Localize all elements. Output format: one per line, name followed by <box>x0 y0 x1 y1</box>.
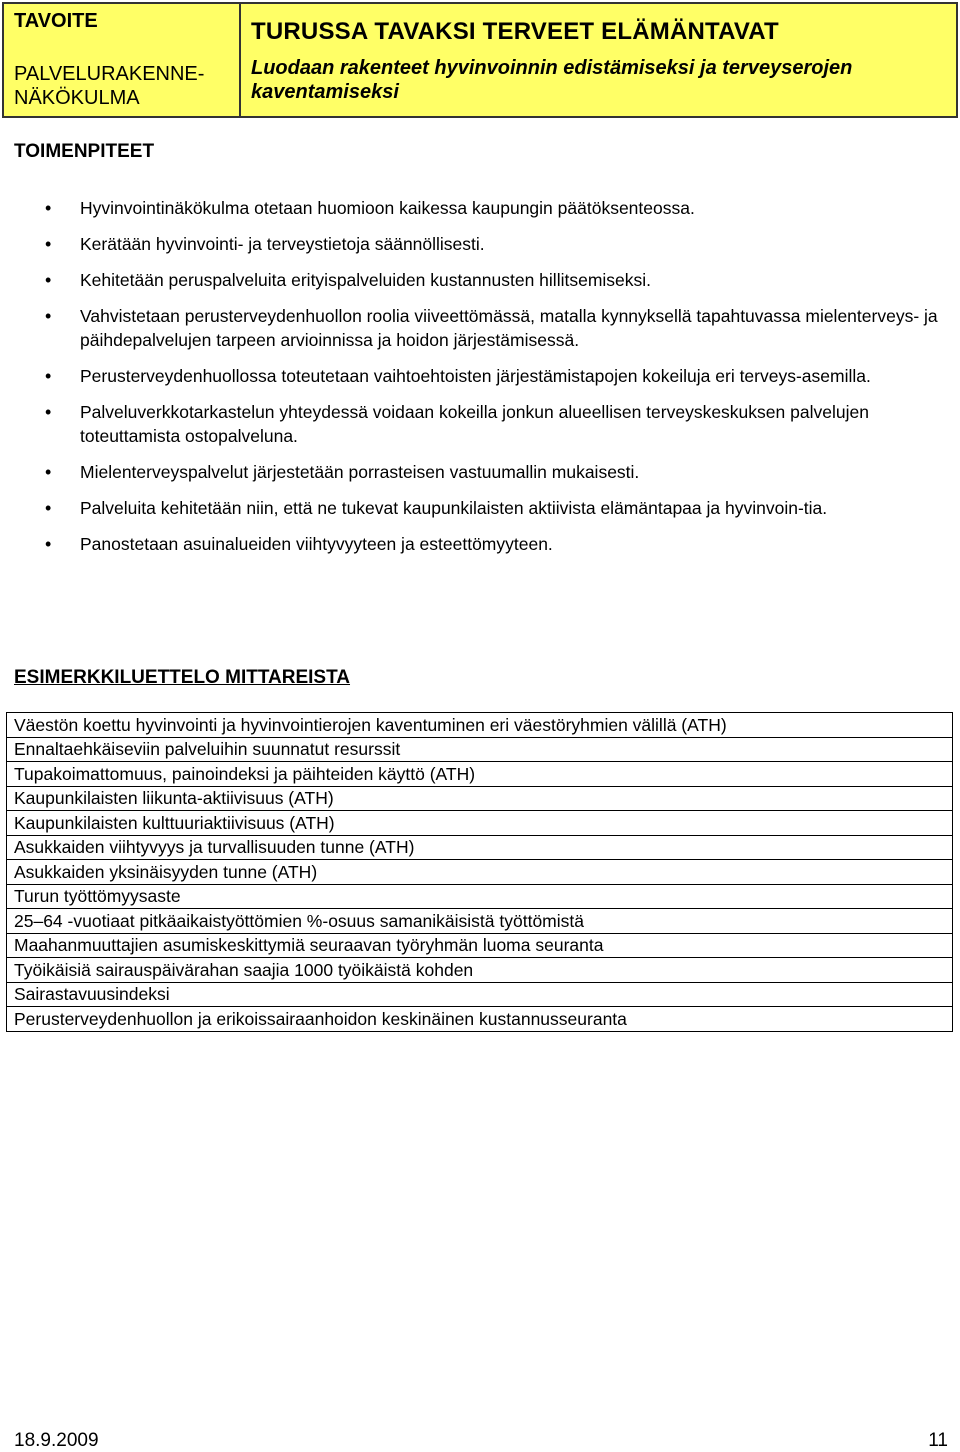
goal-subtitle: Luodaan rakenteet hyvinvoinnin edistämiseksi ja terveyserojen kaventamiseksi <box>251 57 853 103</box>
action-item: • Vahvistetaan perusterveydenhuollon roolia viiveettömässä, matalla kynnyksellä tapahtuvassa mielenterveys- ja päihdepalvelujen tarpeen arvioinnissa ja hoidon järjestämisessä. <box>0 304 940 352</box>
measure-cell: Perusterveydenhuollon ja erikoissairaanhoidon keskinäinen kustannusseuranta <box>7 1007 953 1032</box>
measures-table <box>6 712 953 1032</box>
goal-header <box>2 2 958 118</box>
perspective-label <box>14 62 229 110</box>
measure-cell: Tupakoimattomuus, painoindeksi ja päihteiden käyttö (ATH) <box>7 762 953 787</box>
table-row <box>7 884 953 909</box>
table-row <box>7 958 953 983</box>
perspective-line-1: PALVELURAKENNE- <box>14 63 205 85</box>
action-item: • Mielenterveyspalvelut järjestetään porrasteisen vastuumallin mukaisesti. <box>0 460 940 484</box>
measure-cell: Sairastavuusindeksi <box>7 982 953 1007</box>
footer-date: 18.9.2009 <box>14 1430 99 1451</box>
action-item: • Palveluita kehitetään niin, että ne tukevat kaupunkilaisten aktiivista elämäntapaa ja hyvinvoin-tia. <box>0 496 940 520</box>
action-item: • Palveluverkkotarkastelun yhteydessä voidaan kokeilla jonkun alueellisen terveyskeskuksen palvelujen toteuttamista ostopalveluna. <box>0 400 940 448</box>
action-item: • Perusterveydenhuollossa toteutetaan vaihtoehtoisten järjestämistapojen kokeiluja eri terveys-asemilla. <box>0 364 940 388</box>
table-row <box>7 762 953 787</box>
table-row <box>7 909 953 934</box>
perspective-line-2: NÄKÖKULMA <box>14 87 140 109</box>
measure-cell: Maahanmuuttajien asumiskeskittymiä seuraavan työryhmän luoma seuranta <box>7 933 953 958</box>
measure-cell: Turun työttömyysaste <box>7 884 953 909</box>
action-item: • Kerätään hyvinvointi- ja terveystietoja säännöllisesti. <box>0 232 940 256</box>
measures-title: ESIMERKKILUETTELO MITTAREISTA <box>14 667 351 688</box>
tavoite-label: TAVOITE <box>14 10 98 32</box>
header-right-cell <box>241 4 956 116</box>
table-row <box>7 713 953 738</box>
measure-cell: Työikäisiä sairauspäivärahan saajia 1000 työikäistä kohden <box>7 958 953 983</box>
measure-cell: Kaupunkilaisten liikunta-aktiivisuus (ATH) <box>7 786 953 811</box>
table-row <box>7 982 953 1007</box>
action-item: • Panostetaan asuinalueiden viihtyvyyteen ja esteettömyyteen. <box>0 532 940 556</box>
measure-cell: Kaupunkilaisten kulttuuriaktiivisuus (ATH) <box>7 811 953 836</box>
measure-cell: Asukkaiden yksinäisyyden tunne (ATH) <box>7 860 953 885</box>
table-row <box>7 1007 953 1032</box>
measure-cell: 25–64 -vuotiaat pitkäaikaistyöttömien %-osuus samanikäisistä työttömistä <box>7 909 953 934</box>
table-row <box>7 933 953 958</box>
measure-cell: Väestön koettu hyvinvointi ja hyvinvointierojen kaventuminen eri väestöryhmien välillä (ATH) <box>7 713 953 738</box>
table-row <box>7 786 953 811</box>
page-number: 11 <box>928 1430 948 1451</box>
measure-cell: Ennaltaehkäiseviin palveluihin suunnatut resurssit <box>7 737 953 762</box>
header-left-cell <box>4 4 241 116</box>
table-row <box>7 860 953 885</box>
actions-title: TOIMENPITEET <box>14 141 155 162</box>
actions-list <box>0 196 940 568</box>
action-item: • Hyvinvointinäkökulma otetaan huomioon kaikessa kaupungin päätöksenteossa. <box>0 196 940 220</box>
measure-cell: Asukkaiden viihtyvyys ja turvallisuuden tunne (ATH) <box>7 835 953 860</box>
goal-title: TURUSSA TAVAKSI TERVEET ELÄMÄNTAVAT <box>251 18 779 45</box>
action-item: • Kehitetään peruspalveluita erityispalveluiden kustannusten hillitsemiseksi. <box>0 268 940 292</box>
table-row <box>7 835 953 860</box>
table-row <box>7 811 953 836</box>
table-row <box>7 737 953 762</box>
